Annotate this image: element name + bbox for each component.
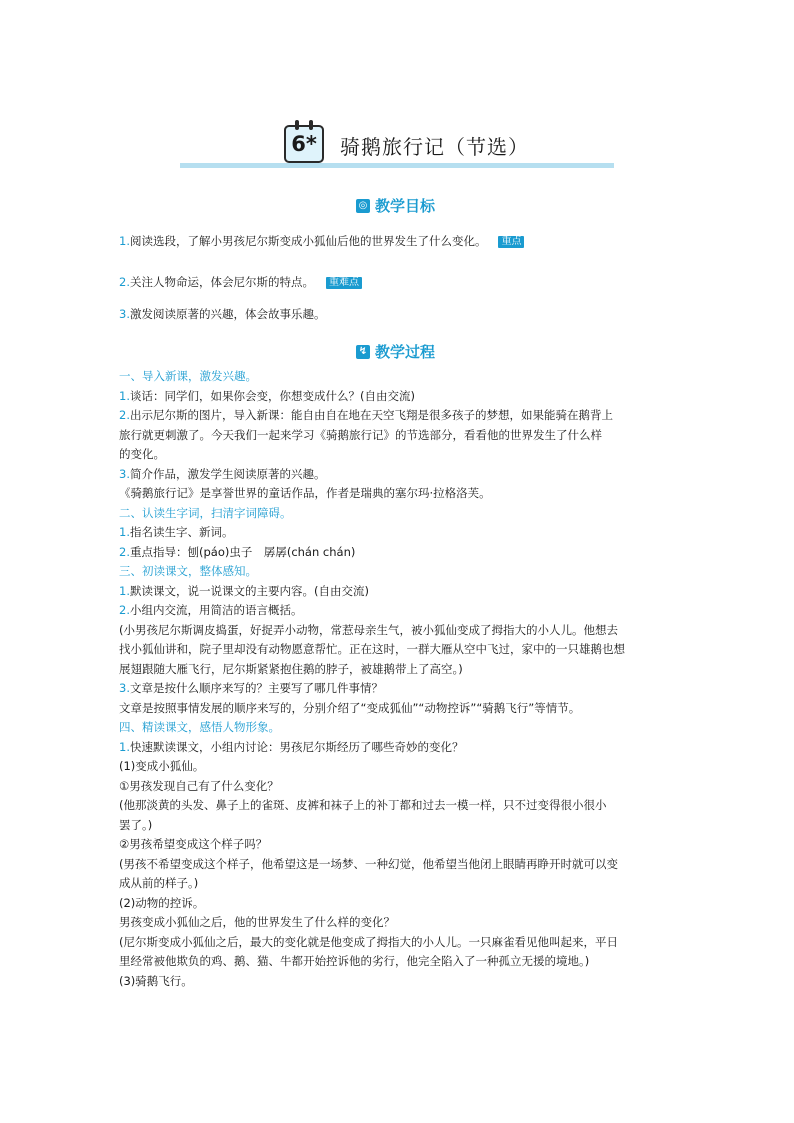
text-line: ②男孩希望变成这个样子吗？ [119, 837, 268, 851]
text-line: (小男孩尼尔斯调皮捣蛋，好捉弄小动物，常惹母亲生气，被小狐仙变成了拇指大的小人儿。他想去 [119, 622, 618, 637]
text-line: 3.简介作品，激发学生阅读原著的兴趣。 [119, 466, 326, 481]
lesson-number: 6* [291, 132, 317, 156]
section-heading: 三、初读课文，整体感知。 [119, 564, 257, 578]
text-line: 3.文章是按什么顺序来写的？主要写了哪几件事情？ [119, 681, 383, 695]
section-heading: 二、认读生字词，扫清字词障碍。 [119, 505, 292, 520]
text-line: (2)动物的控诉。 [119, 895, 205, 910]
text-line: 1.快速默读课文，小组内讨论：男孩尼尔斯经历了哪些奇妙的变化？ [119, 739, 464, 754]
text-line: 旅行就更刺激了。今天我们一起来学习《骑鹅旅行记》的节选部分，看看他的世界发生了什么样 [119, 427, 602, 442]
text-line: ①男孩发现自己有了什么变化？ [119, 778, 279, 793]
difficulty-badge: 重难点 [326, 277, 362, 289]
section-goals [356, 195, 435, 216]
text-line: (男孩不希望变成这个样子，他希望这是一场梦、一种幻觉，他希望当他闭上眼睛再睁开时就可以变 [119, 856, 618, 871]
goal-item: 3.激发阅读原著的兴趣，体会故事乐趣。 [119, 307, 326, 321]
header-divider [180, 163, 614, 168]
section-heading: 一、导入新课，激发兴趣。 [119, 369, 257, 383]
text-line: 成从前的样子。) [119, 876, 199, 890]
text-line: (1)变成小狐仙。 [119, 759, 205, 773]
text-line: 罢了。) [119, 817, 153, 832]
text-line: 1.指名读生字、新词。 [119, 525, 234, 539]
text-line: 里经常被他欺负的鸡、鹅、猫、牛都开始控诉他的劣行，他完全陷入了一种孤立无援的境地。) [119, 954, 590, 968]
text-line: 2.重点指导：刨(páo)虫子 孱孱(chán chán) [119, 544, 356, 559]
process-icon: ↯ [356, 345, 370, 359]
target-icon: ◎ [356, 199, 370, 213]
text-line: (尼尔斯变成小狐仙之后，最大的变化就是他变成了拇指大的小人儿。一只麻雀看见他叫起来，平日 [119, 934, 618, 949]
section-heading: 四、精读课文，感悟人物形象。 [119, 720, 280, 734]
text-line: (3)骑鹅飞行。 [119, 973, 193, 988]
goal-item: 1.阅读选段，了解小男孩尼尔斯变成小狐仙后他的世界发生了什么变化。 重点 [119, 234, 524, 248]
key-point-badge: 重点 [498, 236, 524, 248]
lesson-header [180, 122, 614, 172]
text-line: 1.默读课文，说一说课文的主要内容。(自由交流) [119, 583, 369, 598]
calendar-icon [284, 125, 324, 163]
text-line: 男孩变成小狐仙之后，他的世界发生了什么样的变化？ [119, 915, 395, 929]
text-line: 文章是按照事情发展的顺序来写的，分别介绍了“变成狐仙”“动物控诉”“骑鹅飞行”等情节。 [119, 700, 581, 715]
text-line: 找小狐仙讲和，院子里却没有动物愿意帮忙。正在这时，一群大雁从空中飞过，家中的一只雄鹅也想 [119, 642, 625, 656]
text-line: (他那淡黄的头发、鼻子上的雀斑、皮裤和袜子上的补丁都和过去一模一样，只不过变得很小很小 [119, 798, 607, 812]
text-line: 2.出示尼尔斯的图片，导入新课：能自由自在地在天空飞翔是很多孩子的梦想，如果能骑在鹅背上 [119, 408, 613, 422]
section-title-goals: 教学目标 [375, 197, 436, 215]
text-line: 的变化。 [119, 447, 165, 461]
section-title-process: 教学过程 [375, 343, 436, 361]
text-line: 2.小组内交流，用简洁的语言概括。 [119, 603, 303, 617]
text-line: 1.谈话：同学们，如果你会变，你想变成什么？(自由交流) [119, 388, 415, 403]
text-line: 展翅跟随大雁飞行，尼尔斯紧紧抱住鹅的脖子，被雄鹅带上了高空。) [119, 661, 463, 676]
goal-item: 2.关注人物命运，体会尼尔斯的特点。 重难点 [119, 275, 362, 289]
text-line: 《骑鹅旅行记》是享誉世界的童话作品，作者是瑞典的塞尔玛·拉格洛芙。 [119, 486, 491, 500]
lesson-title: 骑鹅旅行记（节选） [340, 135, 529, 159]
section-process [356, 341, 435, 362]
